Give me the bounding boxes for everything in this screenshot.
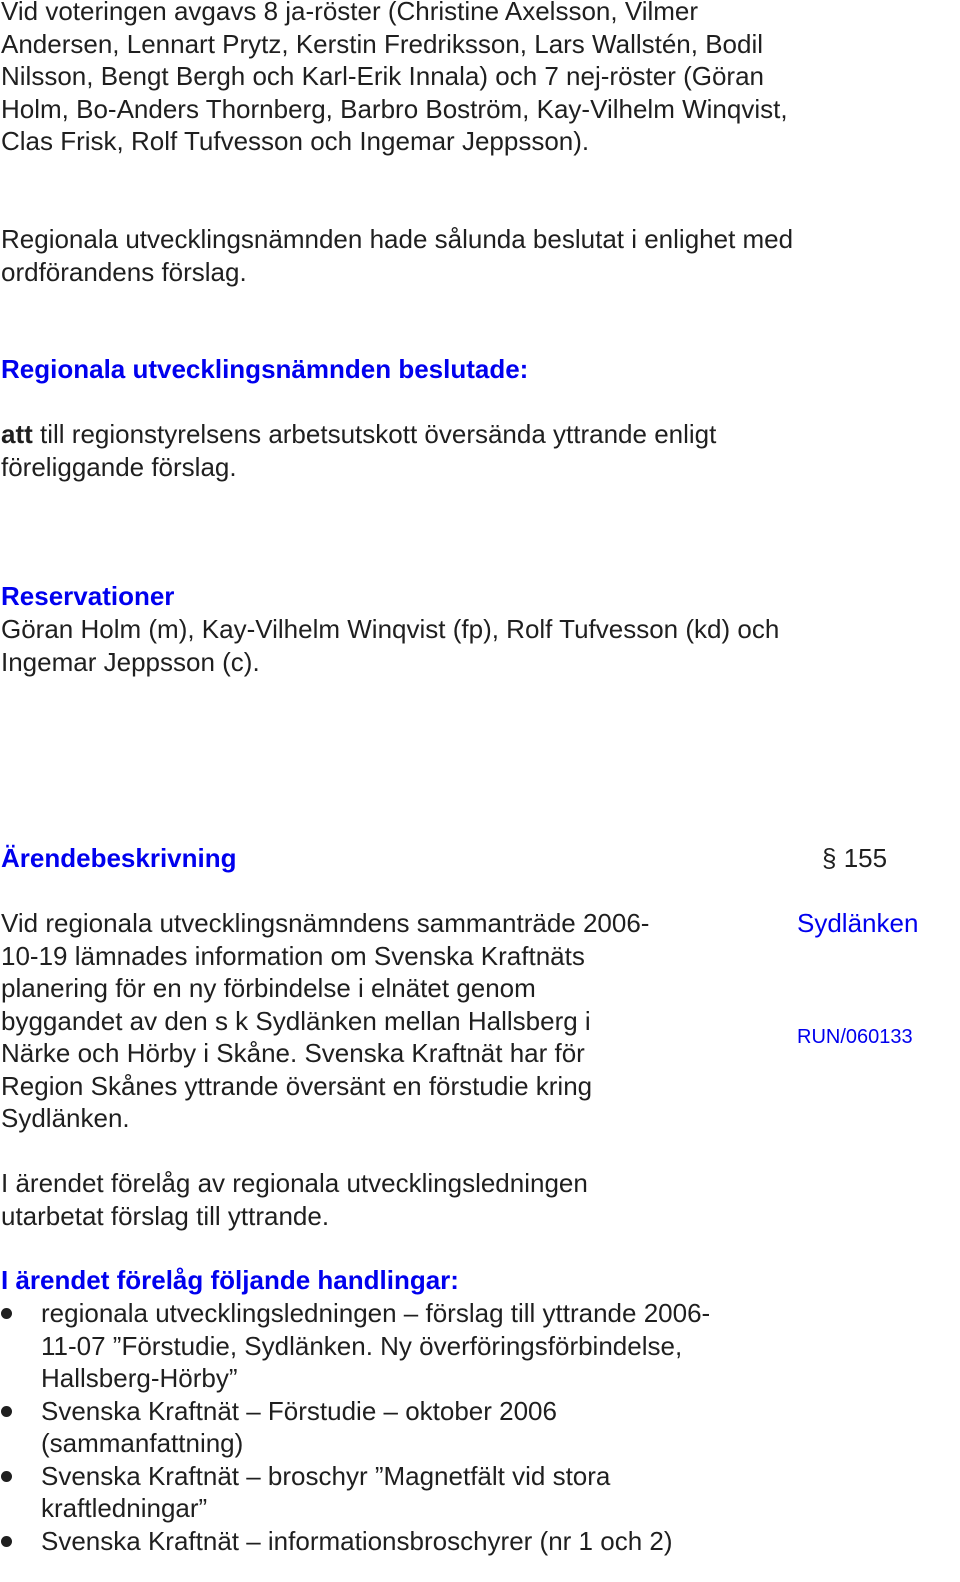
case-heading: Ärendebeskrivning bbox=[1, 843, 237, 873]
list-item bbox=[1, 1395, 721, 1460]
bullet-icon bbox=[1, 1406, 12, 1417]
documents-list bbox=[1, 1297, 721, 1557]
bullet-icon bbox=[1, 1308, 12, 1319]
section-number-value: 155 bbox=[843, 843, 888, 873]
bullet-icon bbox=[1, 1536, 12, 1547]
decision-body: till regionstyrelsens arbetsutskott översända yttrande enligt föreliggande förslag. bbox=[1, 419, 717, 482]
document-text: Svenska Kraftnät – informationsbroschyrer (nr 1 och 2) bbox=[41, 1525, 673, 1556]
list-item bbox=[1, 1297, 721, 1395]
list-item bbox=[1, 1460, 721, 1525]
decision-text bbox=[1, 418, 801, 483]
documents-heading: I ärendet förelåg följande handlingar: bbox=[1, 1265, 459, 1295]
document-text: regionala utvecklingsledningen – förslag till yttrande 2006-11-07 ”Förstudie, Sydlänken. Ny överföringsförbindelse, Hallsberg-Hörby” bbox=[41, 1298, 711, 1393]
document-text: Svenska Kraftnät – Förstudie – oktober 2006 (sammanfattning) bbox=[41, 1395, 557, 1458]
case-description-text: Vid regionala utvecklingsnämndens sammanträde 2006-10-19 lämnades information om Svenska Kraftnäts planering för en ny förbindelse i elnätet genom byggandet av den s k Sydlänken mellan Hallsberg i Närke och Hörby i Skåne. Svenska Kraftnät har för Region Skånes yttrande översänt en förstudie kring Sydlänken. bbox=[1, 908, 650, 1133]
decision-heading: Regionala utvecklingsnämnden beslutade: bbox=[1, 354, 529, 384]
reservations-heading: Reservationer bbox=[1, 581, 175, 611]
document-text: Svenska Kraftnät – broschyr ”Magnetfält vid stora kraftledningar” bbox=[41, 1460, 611, 1523]
case-description bbox=[1, 907, 661, 1135]
section-number bbox=[822, 842, 958, 875]
case-proposal: I ärendet förelåg av regionala utvecklingsledningen utarbetat förslag till yttrande. bbox=[1, 1168, 588, 1231]
decision-intro: Regionala utvecklingsnämnden hade sålunda beslutat i enlighet med ordförandens förslag. bbox=[1, 224, 794, 287]
case-reference: RUN/060133 bbox=[797, 1026, 913, 1048]
side-title: Sydlänken bbox=[797, 908, 919, 938]
list-item bbox=[1, 1525, 721, 1558]
vote-paragraph: Vid voteringen avgavs 8 ja-röster (Christine Axelsson, Vilmer Andersen, Lennart Prytz, Kerstin Fredriksson, Lars Wallstén, Bodil Nilsson, Bengt Bergh och Karl-Erik Innala) och 7 nej-röster (Göran Holm, Bo-Anders Thornberg, Barbro Boström, Kay-Vilhelm Winqvist, Clas Frisk, Rolf Tufvesson och Ingemar Jeppsson). bbox=[1, 0, 788, 156]
bullet-icon bbox=[1, 1471, 12, 1482]
reservations-text: Göran Holm (m), Kay-Vilhelm Winqvist (fp), Rolf Tufvesson (kd) och Ingemar Jeppsson (c). bbox=[1, 614, 780, 677]
att-label: att bbox=[1, 419, 33, 449]
section-symbol: § bbox=[822, 843, 837, 873]
